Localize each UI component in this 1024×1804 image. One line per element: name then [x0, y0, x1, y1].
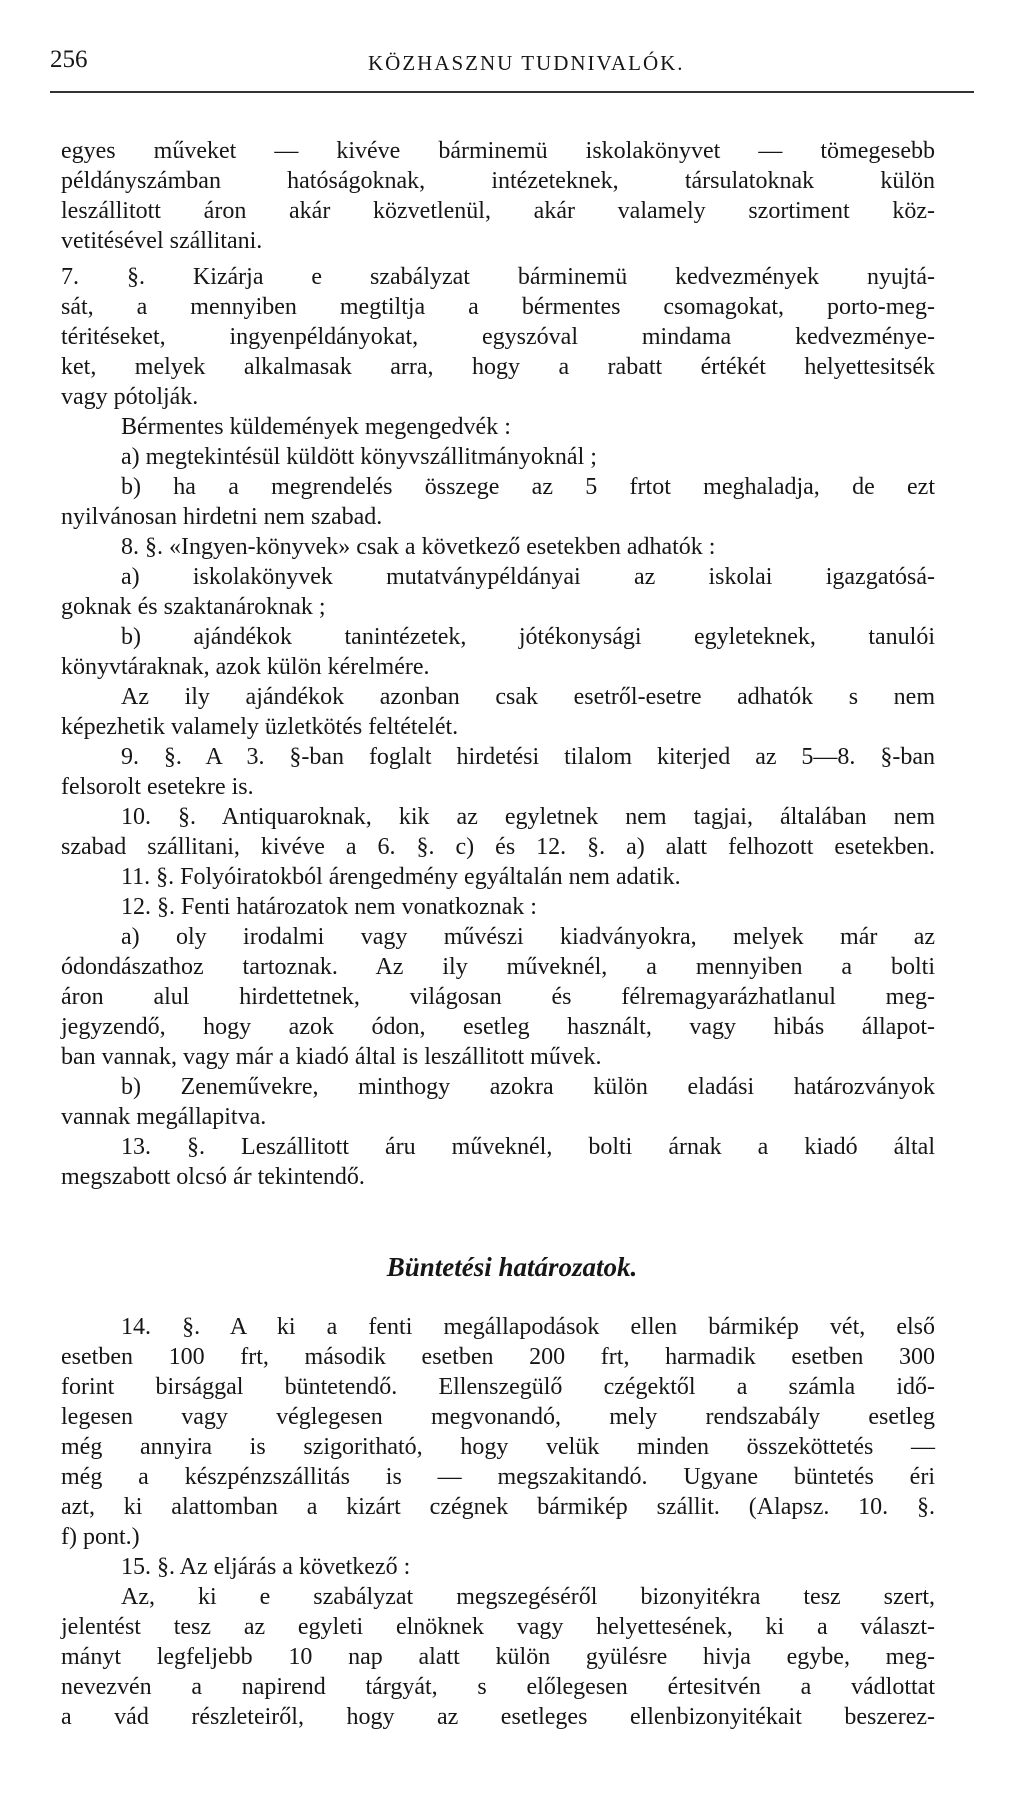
text-line: nyilvánosan hirdetni nem szabad.	[61, 504, 383, 530]
header-rule	[50, 91, 974, 93]
text-line: ódondászathoz tartoznak. Az ily műveknél, a mennyiben a bolti	[61, 954, 935, 980]
text-line: a) megtekintésül küldött könyvszállitmányoknál ;	[121, 444, 597, 470]
text-line: a) iskolakönyvek mutatványpéldányai az iskolai igazgatósá-	[121, 564, 935, 590]
text-line: b) Zeneművekre, minthogy azokra külön eladási határozványok	[121, 1074, 935, 1100]
text-line: vagy pótolják.	[61, 384, 199, 410]
text-line: egyes műveket — kivéve bárminemü iskolakönyvet — tömegesebb	[61, 138, 935, 164]
text-line: 9. §. A 3. §-ban foglalt hirdetési tilalom kiterjed az 5—8. §-ban	[121, 744, 935, 770]
text-line: forint birsággal büntetendő. Ellenszegülő czégektől a számla idő-	[61, 1374, 935, 1400]
text-line: 13. §. Leszállitott áru műveknél, bolti árnak a kiadó által	[121, 1134, 935, 1160]
text-line: 11. §. Folyóiratokból árengedmény egyáltalán nem adatik.	[121, 864, 681, 890]
text-line: 10. §. Antiquaroknak, kik az egyletnek nem tagjai, általában nem	[121, 804, 935, 830]
text-line: esetben 100 frt, második esetben 200 frt, harmadik esetben 300	[61, 1344, 935, 1370]
text-line: nevezvén a napirend tárgyát, s előlegesen értesitvén a vádlottat	[61, 1674, 935, 1700]
text-line: még a készpénzszállitás is — megszakitandó. Ugyane büntetés éri	[61, 1464, 935, 1490]
page-number: 256	[50, 46, 88, 73]
text-line: Az ily ajándékok azonban csak esetről-esetre adhatók s nem	[121, 684, 935, 710]
text-line: mányt legfeljebb 10 nap alatt külön gyülésre hivja egybe, meg-	[61, 1644, 935, 1670]
text-line: 12. §. Fenti határozatok nem vonatkoznak :	[121, 894, 537, 920]
text-line: jelentést tesz az egyleti elnöknek vagy helyettesének, ki a választ-	[61, 1614, 935, 1640]
text-line: 8. §. «Ingyen-könyvek» csak a következő esetekben adhatók :	[121, 534, 716, 560]
text-line: f) pont.)	[61, 1524, 140, 1550]
text-line: Az, ki e szabályzat megszegéséről bizonyitékra tesz szert,	[121, 1584, 935, 1610]
text-line: legesen vagy véglegesen megvonandó, mely rendszabály esetleg	[61, 1404, 935, 1430]
text-line: sát, a mennyiben megtiltja a bérmentes csomagokat, porto-meg-	[61, 294, 935, 320]
text-line: Bérmentes küldemények megengedvék :	[121, 414, 511, 440]
text-line: a vád részleteiről, hogy az esetleges ellenbizonyitékait beszerez-	[61, 1704, 935, 1730]
text-line: téritéseket, ingyenpéldányokat, egyszóval mindama kedvezménye-	[61, 324, 935, 350]
text-line: ban vannak, vagy már a kiadó által is leszállitott művek.	[61, 1044, 602, 1070]
text-line: még annyira is szigoritható, hogy velük minden összeköttetés —	[61, 1434, 935, 1460]
text-line: 15. §. Az eljárás a következő :	[121, 1554, 411, 1580]
text-line: b) ha a megrendelés összege az 5 frtot meghaladja, de ezt	[121, 474, 935, 500]
text-line: vannak megállapitva.	[61, 1104, 267, 1130]
text-line: példányszámban hatóságoknak, intézeteknek, társulatoknak külön	[61, 168, 935, 194]
text-line: áron alul hirdettetnek, világosan és félremagyarázhatlanul meg-	[61, 984, 935, 1010]
text-line: azt, ki alattomban a kizárt czégnek bármikép szállit. (Alapsz. 10. §.	[61, 1494, 935, 1520]
text-line: a) oly irodalmi vagy művészi kiadványokra, melyek már az	[121, 924, 935, 950]
text-line: leszállitott áron akár közvetlenül, akár valamely szortiment köz-	[61, 198, 935, 224]
section-heading: Büntetési határozatok.	[386, 1252, 638, 1282]
text-line: b) ajándékok tanintézetek, jótékonysági egyleteknek, tanulói	[121, 624, 935, 650]
text-line: megszabott olcsó ár tekintendő.	[61, 1164, 365, 1190]
text-line: könyvtáraknak, azok külön kérelmére.	[61, 654, 430, 680]
text-line: jegyzendő, hogy azok ódon, esetleg használt, vagy hibás állapot-	[61, 1014, 935, 1040]
text-line: képezhetik valamely üzletkötés feltételét.	[61, 714, 459, 740]
text-line: 7. §. Kizárja e szabályzat bárminemü kedvezmények nyujtá-	[61, 264, 935, 290]
text-line: vetitésével szállitani.	[61, 228, 263, 254]
page-header	[50, 46, 974, 86]
text-line: goknak és szaktanároknak ;	[61, 594, 326, 620]
text-line: szabad szállitani, kivéve a 6. §. c) és 12. §. a) alatt felhozott esetekben.	[61, 834, 935, 860]
text-line: 14. §. A ki a fenti megállapodások ellen bármikép vét, első	[121, 1314, 935, 1340]
text-line: ket, melyek alkalmasak arra, hogy a rabatt értékét helyettesitsék	[61, 354, 935, 380]
text-line: felsorolt esetekre is.	[61, 774, 254, 800]
running-title: KÖZHASZNU TUDNIVALÓK.	[368, 51, 685, 75]
